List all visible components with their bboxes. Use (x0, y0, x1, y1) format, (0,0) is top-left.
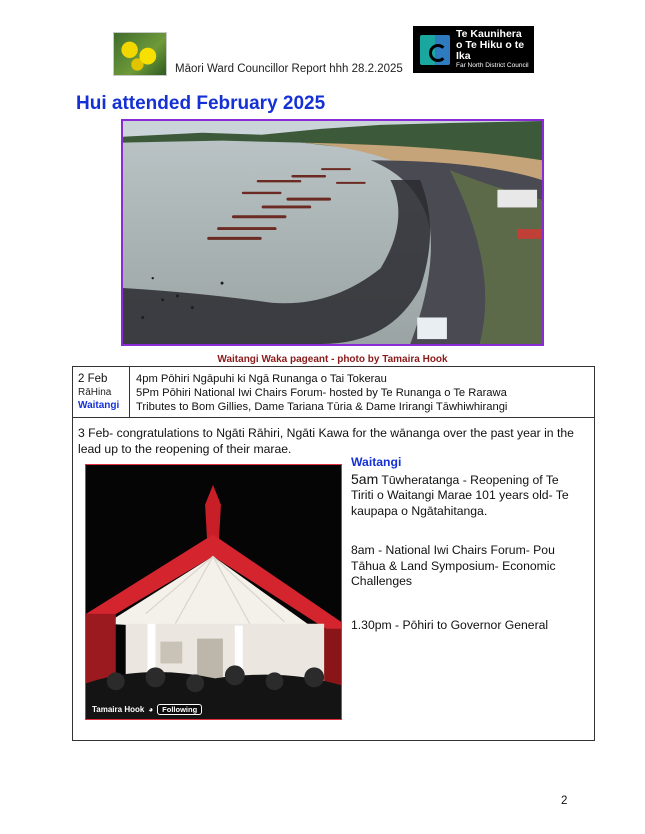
feb3-event-1-time: 5am (351, 470, 379, 487)
waka-pageant-photo (121, 119, 544, 346)
feb3-event-3: 1.30pm - Pōhiri to Governor General (351, 617, 549, 632)
photo-credit (92, 704, 202, 715)
kowhai-flower-logo (113, 32, 167, 76)
feb3-place: Waitangi (351, 455, 402, 469)
globe-icon: ◕ (148, 705, 154, 714)
feb3-congratulations: 3 Feb- congratulations to Ngāti Rāhiri, Ngāti Kawa for the wānanga over the past year in the lead up to the reopening of their marae. (78, 426, 574, 456)
feb3-events (351, 455, 583, 633)
feb3-event-1-text: Tūwheratanga - Reopening of Te Tiriti o Waitangi Marae 101 years old- Te kaupapa o Ngātahitanga. (351, 472, 569, 518)
photo-credit-name: Tamaira Hook (92, 705, 145, 714)
date-cell (73, 367, 130, 417)
page-title: Hui attended February 2025 (76, 93, 326, 114)
marae-reopening-photo (85, 464, 342, 720)
event-line: 5Pm Pōhiri National Iwi Chairs Forum- hosted by Te Runanga o Te Rarawa (136, 387, 507, 399)
council-logo (413, 26, 534, 73)
entry-place: Waitangi (78, 400, 120, 411)
council-logo-icon (420, 35, 450, 65)
event-line: Tributes to Bom Gillies, Dame Tariana Tūria & Dame Irirangi Tāwhiwhirangi (136, 401, 508, 413)
feb3-event-1 (351, 472, 583, 520)
council-logo-line2: o Te Hiku o te Ika (456, 39, 525, 63)
report-header-title: Māori Ward Councillor Report hhh 28.2.2025 (175, 63, 403, 75)
council-logo-text (456, 29, 534, 70)
page-number: 2 (561, 795, 568, 807)
feb3-event-2: 8am - National Iwi Chairs Forum- Pou Tāhua & Land Symposium- Economic Challenges (351, 543, 556, 588)
council-logo-line3: Far North District Council (456, 62, 529, 70)
entry-date: 2 Feb (78, 373, 108, 385)
council-logo-line1: Te Kaunihera (456, 28, 522, 41)
events-table (72, 366, 595, 741)
event-line: 4pm Pōhiri Ngāpuhi ki Ngā Runanga o Tai Tokerau (136, 373, 387, 385)
photo-caption-text: Waitangi Waka pageant - photo by Tamaira Hook (217, 354, 448, 365)
events-cell (136, 372, 586, 414)
following-button[interactable]: Following (157, 704, 202, 715)
table-row (73, 367, 594, 418)
entry-day: RāHina (78, 387, 112, 398)
photo-caption (0, 354, 645, 365)
